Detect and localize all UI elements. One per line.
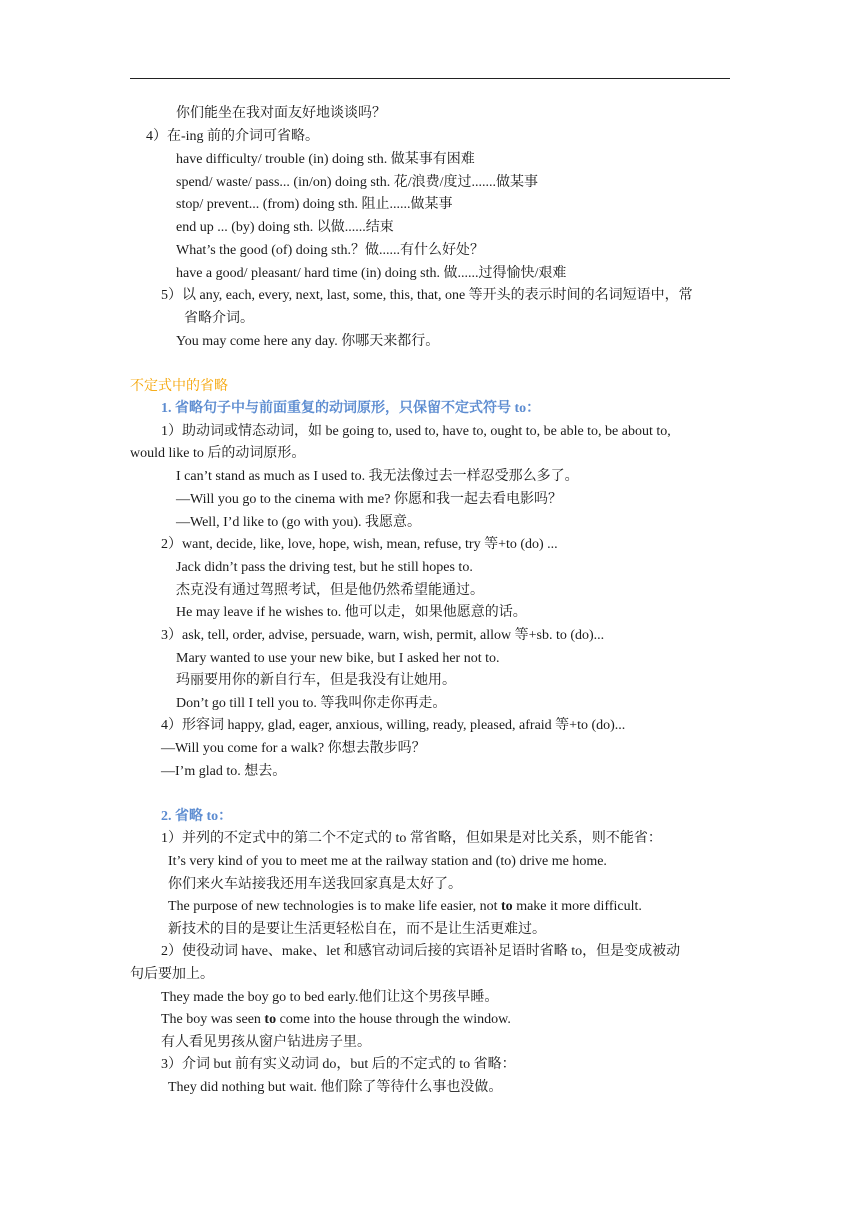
text-line: 玛丽要用你的新自行车，但是我没有让她用。 xyxy=(176,673,456,688)
text-line: 4）形容词 happy, glad, eager, anxious, willing, ready, pleased, afraid 等+to (do)... xyxy=(161,718,626,733)
text-line: They did nothing but wait. 他们除了等待什么事也没做。 xyxy=(168,1080,503,1095)
section-heading: 不定式中的省略 xyxy=(130,379,228,394)
text-run: The purpose of new technologies is to make life easier, not xyxy=(168,899,502,914)
text-line: Don’t go till I tell you to. 等我叫你走你再走。 xyxy=(176,696,447,711)
text-line: 省略介词。 xyxy=(184,311,254,326)
text-line: They made the boy go to bed early.他们让这个男孩早睡。 xyxy=(161,990,499,1005)
text-line: —I’m glad to. 想去。 xyxy=(161,764,287,779)
text-line: stop/ prevent... (from) doing sth. 阻止......做某事 xyxy=(176,197,453,212)
text-line: 3）介词 but 前有实义动词 do，but 后的不定式的 to 省略： xyxy=(161,1057,516,1072)
text-line: 新技术的目的是要让生活更轻松自在，而不是让生活更难过。 xyxy=(168,922,546,937)
text-line: —Well, I’d like to (go with you). 我愿意。 xyxy=(176,515,422,530)
text-line: 3）ask, tell, order, advise, persuade, warn, wish, permit, allow 等+sb. to (do)... xyxy=(161,628,605,643)
text-run: come into the house through the window. xyxy=(276,1012,511,1027)
text-line: 5）以 any, each, every, next, last, some, this, that, one 等开头的表示时间的名词短语中，常 xyxy=(161,288,693,303)
text-line: —Will you go to the cinema with me? 你愿和我一起去看电影吗？ xyxy=(176,492,562,507)
text-line xyxy=(168,898,642,916)
subsection-heading: 1. 省略句子中与前面重复的动词原形，只保留不定式符号 to： xyxy=(161,401,541,416)
text-line: end up ... (by) doing sth. 以做......结束 xyxy=(176,220,394,235)
text-line: Mary wanted to use your new bike, but I asked her not to. xyxy=(176,651,500,666)
text-line: —Will you come for a walk? 你想去散步吗？ xyxy=(161,741,426,756)
text-line: 你们来火车站接我还用车送我回家真是太好了。 xyxy=(168,877,462,892)
emphasis-text: to xyxy=(501,899,513,914)
emphasis-text: to xyxy=(264,1012,277,1027)
text-line: 1）助动词或情态动词，如 be going to, used to, have to, ought to, be able to, be about to, xyxy=(161,424,671,439)
subsection-heading: 2. 省略 to： xyxy=(161,809,233,824)
text-run: The boy was seen xyxy=(161,1012,265,1027)
text-line: He may leave if he wishes to. 他可以走，如果他愿意的话。 xyxy=(176,605,527,620)
text-line: It’s very kind of you to meet me at the railway station and (to) drive me home. xyxy=(168,854,607,869)
text-line: What’s the good (of) doing sth.？做......有什么好处？ xyxy=(176,243,484,258)
text-line: I can’t stand as much as I used to. 我无法像过去一样忍受那么多了。 xyxy=(176,469,579,484)
text-line: 有人看见男孩从窗户钻进房子里。 xyxy=(161,1035,371,1050)
text-line: Jack didn’t pass the driving test, but he still hopes to. xyxy=(176,560,473,575)
text-line: 1）并列的不定式中的第二个不定式的 to 常省略，但如果是对比关系，则不能省： xyxy=(161,831,662,846)
text-line: 杰克没有通过驾照考试，但是他仍然希望能通过。 xyxy=(176,583,484,598)
text-run: make it more difficult. xyxy=(512,899,642,914)
text-line: spend/ waste/ pass... (in/on) doing sth. 花/浪费/度过.......做某事 xyxy=(176,175,539,190)
text-line: 2）want, decide, like, love, hope, wish, mean, refuse, try 等+to (do) ... xyxy=(161,537,558,552)
header-rule xyxy=(130,78,730,79)
text-line: 2）使役动词 have、make、let 和感官动词后接的宾语补足语时省略 to，但是变成被动 xyxy=(161,944,681,959)
text-line: 你们能坐在我对面友好地谈谈吗？ xyxy=(176,106,386,121)
text-line xyxy=(161,1011,511,1029)
text-line: have difficulty/ trouble (in) doing sth. 做某事有困难 xyxy=(176,152,475,167)
text-line: You may come here any day. 你哪天来都行。 xyxy=(176,334,440,349)
text-line: would like to 后的动词原形。 xyxy=(130,446,306,461)
text-line: have a good/ pleasant/ hard time (in) doing sth. 做......过得愉快/艰难 xyxy=(176,266,567,281)
text-line: 4）在-ing 前的介词可省略。 xyxy=(146,129,320,144)
text-line: 句后要加上。 xyxy=(130,967,214,982)
